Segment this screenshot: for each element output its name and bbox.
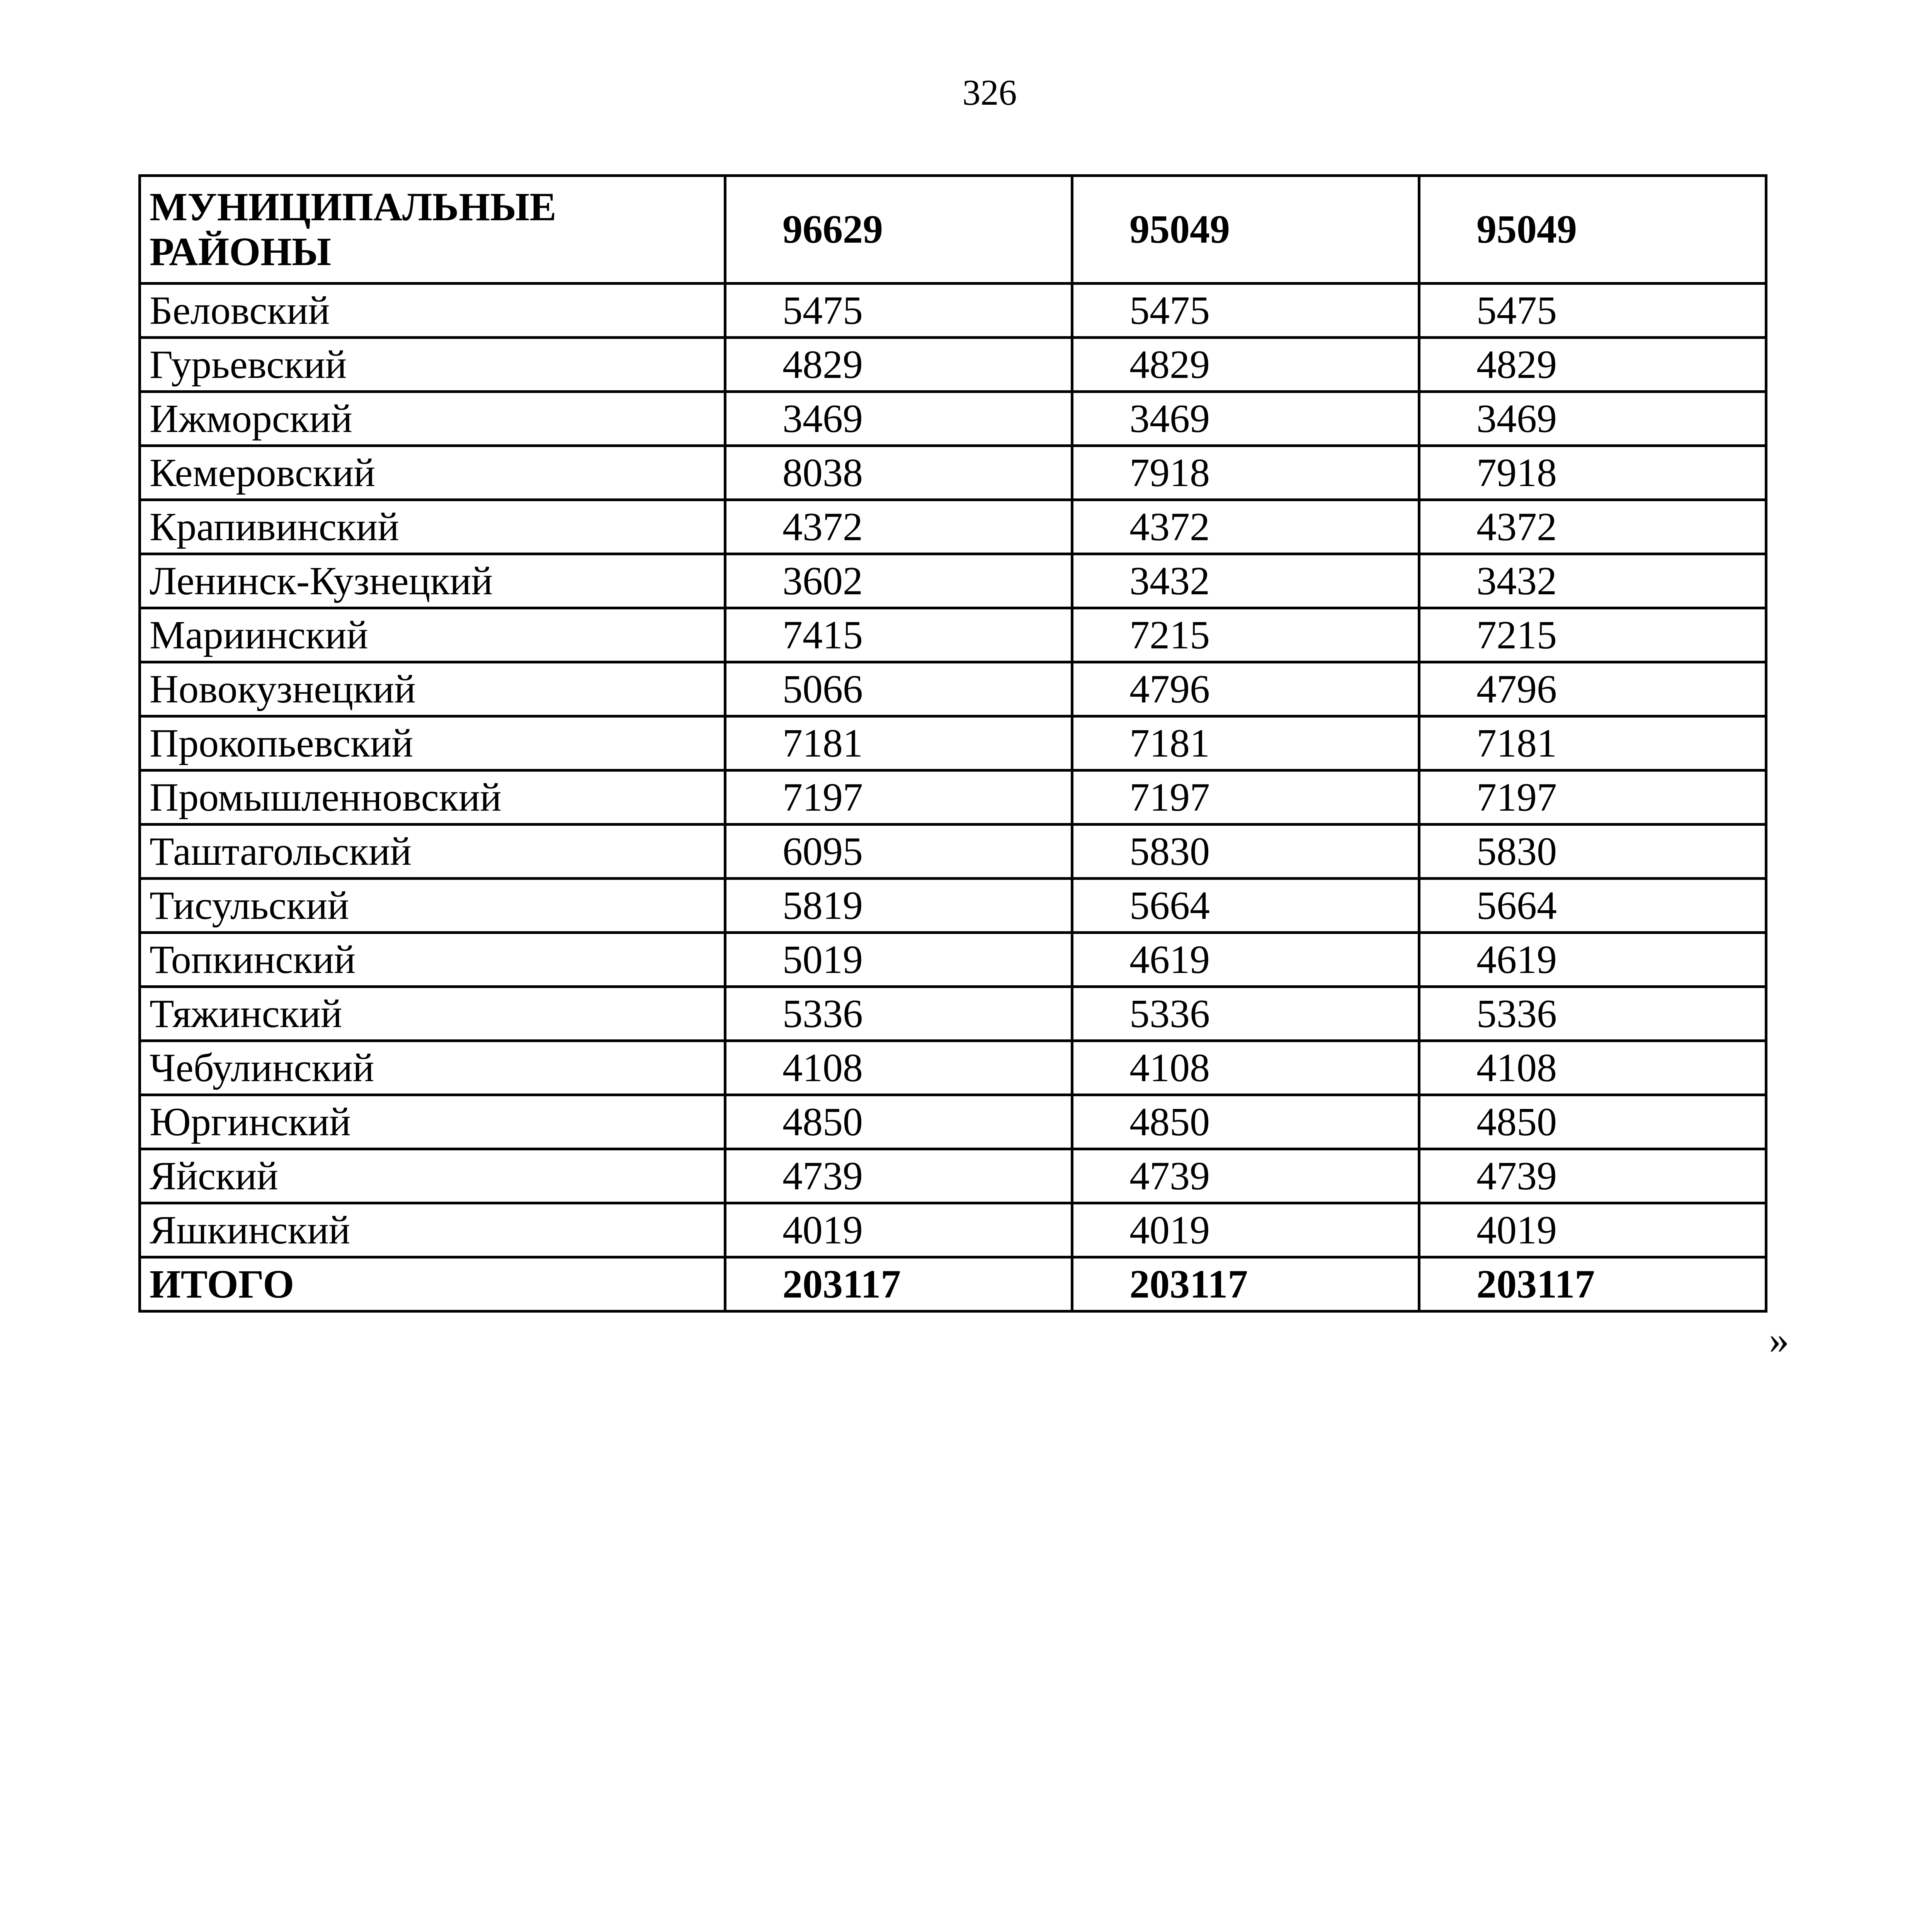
district-name-cell: Крапивинский <box>140 500 725 554</box>
table-row <box>140 608 1766 662</box>
value-cell-1: 4108 <box>725 1041 1072 1095</box>
value-cell-2: 4019 <box>1072 1203 1419 1257</box>
table-row <box>140 716 1766 770</box>
value-cell-3: 4739 <box>1419 1149 1766 1203</box>
district-name-cell: Чебулинский <box>140 1041 725 1095</box>
value-cell-3: 5336 <box>1419 987 1766 1041</box>
header-cell-value-3: 95049 <box>1419 176 1766 284</box>
value-cell-2: 4850 <box>1072 1095 1419 1149</box>
district-name-cell: Прокопьевский <box>140 716 725 770</box>
municipal-districts-table <box>138 174 1767 1313</box>
value-cell-3: 5664 <box>1419 879 1766 933</box>
district-name-cell: Мариинский <box>140 608 725 662</box>
value-cell-1: 5066 <box>725 662 1072 716</box>
table-row <box>140 879 1766 933</box>
value-cell-1: 5336 <box>725 987 1072 1041</box>
district-name-cell: Таштагольский <box>140 825 725 879</box>
value-cell-2: 4372 <box>1072 500 1419 554</box>
value-cell-1: 5819 <box>725 879 1072 933</box>
value-cell-3: 4619 <box>1419 933 1766 987</box>
district-name-cell: Тисульский <box>140 879 725 933</box>
total-value-cell-2: 203117 <box>1072 1257 1419 1311</box>
value-cell-3: 7918 <box>1419 446 1766 500</box>
value-cell-3: 5830 <box>1419 825 1766 879</box>
value-cell-3: 7181 <box>1419 716 1766 770</box>
value-cell-1: 4739 <box>725 1149 1072 1203</box>
value-cell-3: 3432 <box>1419 554 1766 608</box>
table-row <box>140 446 1766 500</box>
district-name-cell: Беловский <box>140 284 725 338</box>
district-name-cell: Тяжинский <box>140 987 725 1041</box>
value-cell-2: 4796 <box>1072 662 1419 716</box>
total-value-cell-3: 203117 <box>1419 1257 1766 1311</box>
table-row <box>140 284 1766 338</box>
value-cell-1: 3469 <box>725 392 1072 446</box>
district-name-cell: Ленинск-Кузнецкий <box>140 554 725 608</box>
value-cell-1: 8038 <box>725 446 1072 500</box>
value-cell-2: 7197 <box>1072 770 1419 825</box>
header-cell-value-1: 96629 <box>725 176 1072 284</box>
value-cell-2: 5475 <box>1072 284 1419 338</box>
total-value-cell-1: 203117 <box>725 1257 1072 1311</box>
district-name-cell: Топкинский <box>140 933 725 987</box>
value-cell-3: 7215 <box>1419 608 1766 662</box>
value-cell-1: 4372 <box>725 500 1072 554</box>
value-cell-3: 7197 <box>1419 770 1766 825</box>
value-cell-1: 5475 <box>725 284 1072 338</box>
value-cell-2: 4829 <box>1072 338 1419 392</box>
table-row <box>140 500 1766 554</box>
value-cell-3: 4019 <box>1419 1203 1766 1257</box>
table-row <box>140 554 1766 608</box>
district-name-cell: Кемеровский <box>140 446 725 500</box>
value-cell-2: 7215 <box>1072 608 1419 662</box>
value-cell-3: 3469 <box>1419 392 1766 446</box>
value-cell-2: 5664 <box>1072 879 1419 933</box>
value-cell-1: 7181 <box>725 716 1072 770</box>
value-cell-2: 4739 <box>1072 1149 1419 1203</box>
table-row <box>140 1041 1766 1095</box>
value-cell-3: 4108 <box>1419 1041 1766 1095</box>
table-header-row <box>140 176 1766 284</box>
value-cell-1: 7415 <box>725 608 1072 662</box>
district-name-cell: Гурьевский <box>140 338 725 392</box>
table-row <box>140 933 1766 987</box>
value-cell-3: 4372 <box>1419 500 1766 554</box>
table-row <box>140 662 1766 716</box>
value-cell-1: 3602 <box>725 554 1072 608</box>
table-row <box>140 825 1766 879</box>
table-row <box>140 1203 1766 1257</box>
value-cell-3: 4829 <box>1419 338 1766 392</box>
value-cell-2: 5336 <box>1072 987 1419 1041</box>
table-row <box>140 392 1766 446</box>
header-cell-name: МУНИЦИПАЛЬНЫЕ РАЙОНЫ <box>140 176 725 284</box>
district-name-cell: Яшкинский <box>140 1203 725 1257</box>
district-name-cell: Юргинский <box>140 1095 725 1149</box>
district-name-cell: Новокузнецкий <box>140 662 725 716</box>
value-cell-2: 3469 <box>1072 392 1419 446</box>
value-cell-3: 4850 <box>1419 1095 1766 1149</box>
table-total-row <box>140 1257 1766 1311</box>
value-cell-1: 4850 <box>725 1095 1072 1149</box>
value-cell-1: 7197 <box>725 770 1072 825</box>
value-cell-2: 5830 <box>1072 825 1419 879</box>
value-cell-2: 4619 <box>1072 933 1419 987</box>
value-cell-1: 4019 <box>725 1203 1072 1257</box>
table-row <box>140 1149 1766 1203</box>
value-cell-3: 5475 <box>1419 284 1766 338</box>
district-name-cell: Промышленновский <box>140 770 725 825</box>
page-number: 326 <box>962 73 1017 113</box>
value-cell-1: 6095 <box>725 825 1072 879</box>
value-cell-3: 4796 <box>1419 662 1766 716</box>
total-label-cell: ИТОГО <box>140 1257 725 1311</box>
header-cell-value-2: 95049 <box>1072 176 1419 284</box>
value-cell-2: 7181 <box>1072 716 1419 770</box>
district-name-cell: Яйский <box>140 1149 725 1203</box>
table-row <box>140 1095 1766 1149</box>
value-cell-2: 3432 <box>1072 554 1419 608</box>
district-name-cell: Ижморский <box>140 392 725 446</box>
table-row <box>140 338 1766 392</box>
closing-quote-mark: » <box>1769 1318 1789 1362</box>
table-row <box>140 770 1766 825</box>
value-cell-1: 4829 <box>725 338 1072 392</box>
table-row <box>140 987 1766 1041</box>
value-cell-2: 7918 <box>1072 446 1419 500</box>
value-cell-1: 5019 <box>725 933 1072 987</box>
value-cell-2: 4108 <box>1072 1041 1419 1095</box>
